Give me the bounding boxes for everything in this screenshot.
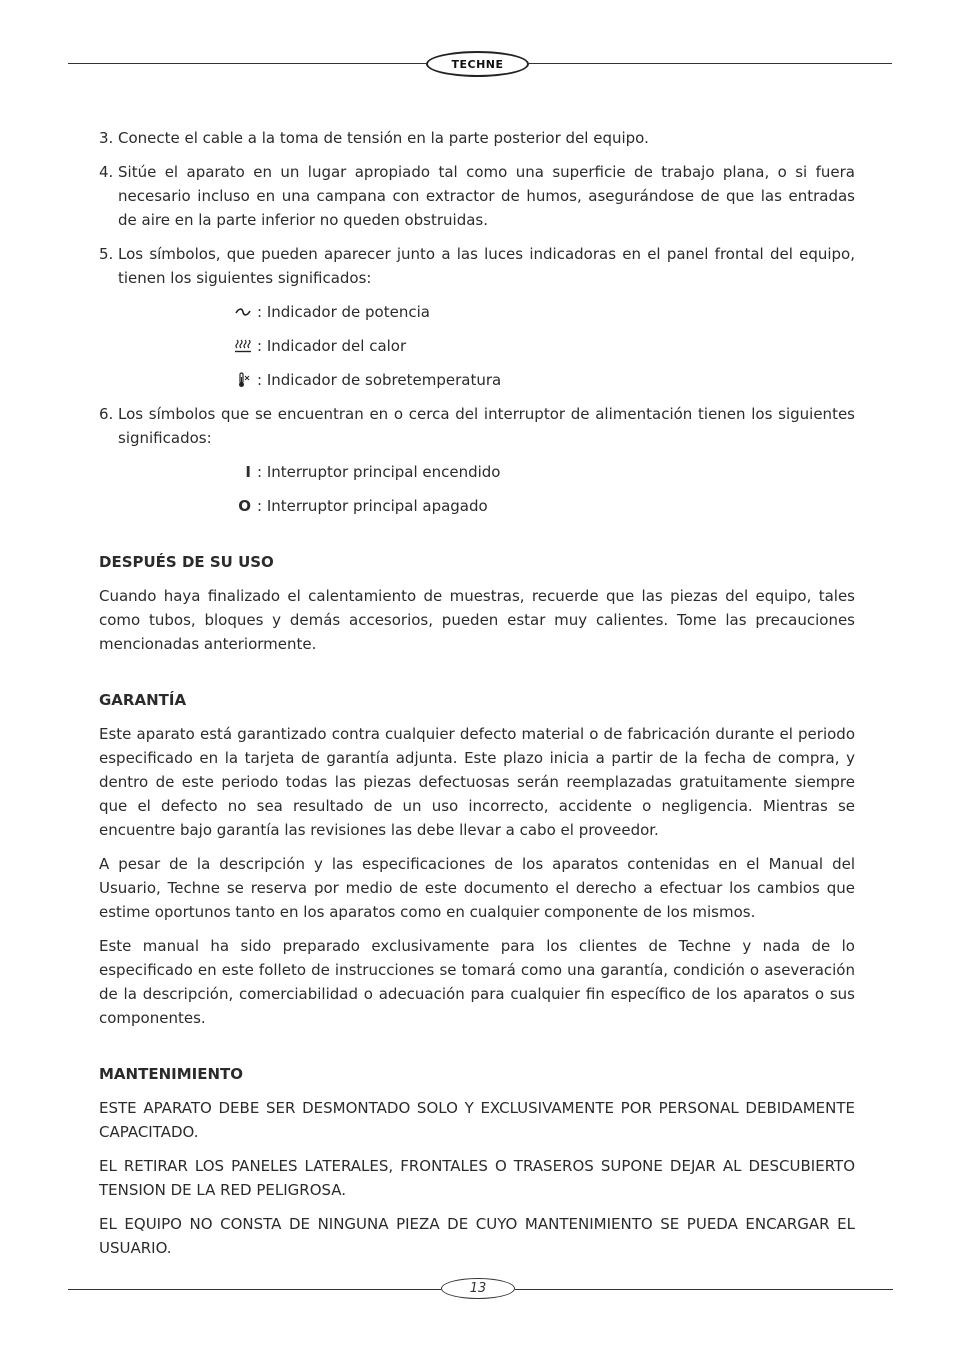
step-text: Los símbolos que se encuentran en o cerca del interruptor de alimentación tienen los siguientes significados: xyxy=(118,405,855,447)
step-number: 5. xyxy=(99,245,114,263)
page-number: 13 xyxy=(441,1278,515,1299)
switch-on-symbol: I xyxy=(245,463,251,481)
step-text: Conecte el cable a la toma de tensión en la parte posterior del equipo. xyxy=(118,129,649,147)
heading-warranty: GARANTÍA xyxy=(99,691,187,709)
paragraph: Este aparato está garantizado contra cualquier defecto material o de fabricación durante el periodo especificado en la tarjeta de garantía adjunta. Este plazo inicia a partir de la fecha de compra, y dentro de este periodo todas las piezas defectuosas serán reemplazadas gratuitamente siempre que el defecto no sea resultado de un uso incorrecto, accidente o negligencia. Mientras se encuentre bajo garantía las revisiones las debe llevar a cabo el proveedor. xyxy=(99,725,855,839)
switch-label: : Interruptor principal encendido xyxy=(257,463,501,481)
step-text: Los símbolos, que pueden aparecer junto a las luces indicadoras en el panel frontal del equipo, tienen los siguientes significados: xyxy=(118,245,855,287)
switch-off-symbol: O xyxy=(238,497,251,515)
heading-after-use: DESPUÉS DE SU USO xyxy=(99,553,274,571)
heat-waves-icon xyxy=(99,339,257,353)
indicator-label: : Indicador de sobretemperatura xyxy=(257,371,502,389)
indicator-row-heat xyxy=(99,334,855,358)
switch-label: : Interruptor principal apagado xyxy=(257,497,488,515)
switch-row-on xyxy=(99,460,855,484)
paragraph: EL RETIRAR LOS PANELES LATERALES, FRONTALES O TRASEROS SUPONE DEJAR AL DESCUBIERTO TENSION DE LA RED PELIGROSA. xyxy=(99,1157,855,1199)
step-number: 4. xyxy=(99,163,114,181)
step-6 xyxy=(99,402,855,450)
paragraph: Cuando haya finalizado el calentamiento de muestras, recuerde que las piezas del equipo, tales como tubos, bloques y demás accesorios, pueden estar muy calientes. Tome las precauciones mencionadas anteriormente. xyxy=(99,587,855,653)
step-number: 3. xyxy=(99,129,114,147)
footer-rule-right xyxy=(515,1289,893,1290)
tilde-power-icon xyxy=(99,307,257,317)
logo-text: TECHNE xyxy=(451,57,504,71)
indicator-row-overtemp xyxy=(99,368,855,392)
header-rule-right xyxy=(529,63,892,64)
step-3 xyxy=(99,126,855,150)
switch-row-off xyxy=(99,494,855,518)
thermometer-icon xyxy=(99,372,257,388)
techne-logo xyxy=(426,51,529,77)
footer-rule-left xyxy=(68,1289,441,1290)
indicator-label: : Indicador del calor xyxy=(257,337,407,355)
indicator-label: : Indicador de potencia xyxy=(257,303,430,321)
paragraph: ESTE APARATO DEBE SER DESMONTADO SOLO Y EXCLUSIVAMENTE POR PERSONAL DEBIDAMENTE CAPACITADO. xyxy=(99,1099,855,1141)
step-text: Sitúe el aparato en un lugar apropiado tal como una superficie de trabajo plana, o si fuera necesario incluso en una campana con extractor de humos, asegurándose de que las entradas de aire en la parte inferior no queden obstruidas. xyxy=(118,163,855,229)
paragraph: EL EQUIPO NO CONSTA DE NINGUNA PIEZA DE CUYO MANTENIMIENTO SE PUEDA ENCARGAR EL USUARIO. xyxy=(99,1215,855,1257)
indicator-row-power xyxy=(99,300,855,324)
paragraph: A pesar de la descripción y las especificaciones de los aparatos contenidas en el Manual del Usuario, Techne se reserva por medio de este documento el derecho a efectuar los cambios que estime oportunos tanto en los aparatos como en cualquier componente de los mismos. xyxy=(99,855,855,921)
heading-maintenance: MANTENIMIENTO xyxy=(99,1065,243,1083)
page-content xyxy=(99,126,855,1270)
step-5 xyxy=(99,242,855,290)
step-4 xyxy=(99,160,855,232)
paragraph: Este manual ha sido preparado exclusivamente para los clientes de Techne y nada de lo especificado en este folleto de instrucciones se tomará como una garantía, condición o aseveración de la descripción, comerciabilidad o adecuación para cualquier fin específico de los aparatos o sus componentes. xyxy=(99,937,855,1027)
step-number: 6. xyxy=(99,405,114,423)
header-rule-left xyxy=(68,63,426,64)
